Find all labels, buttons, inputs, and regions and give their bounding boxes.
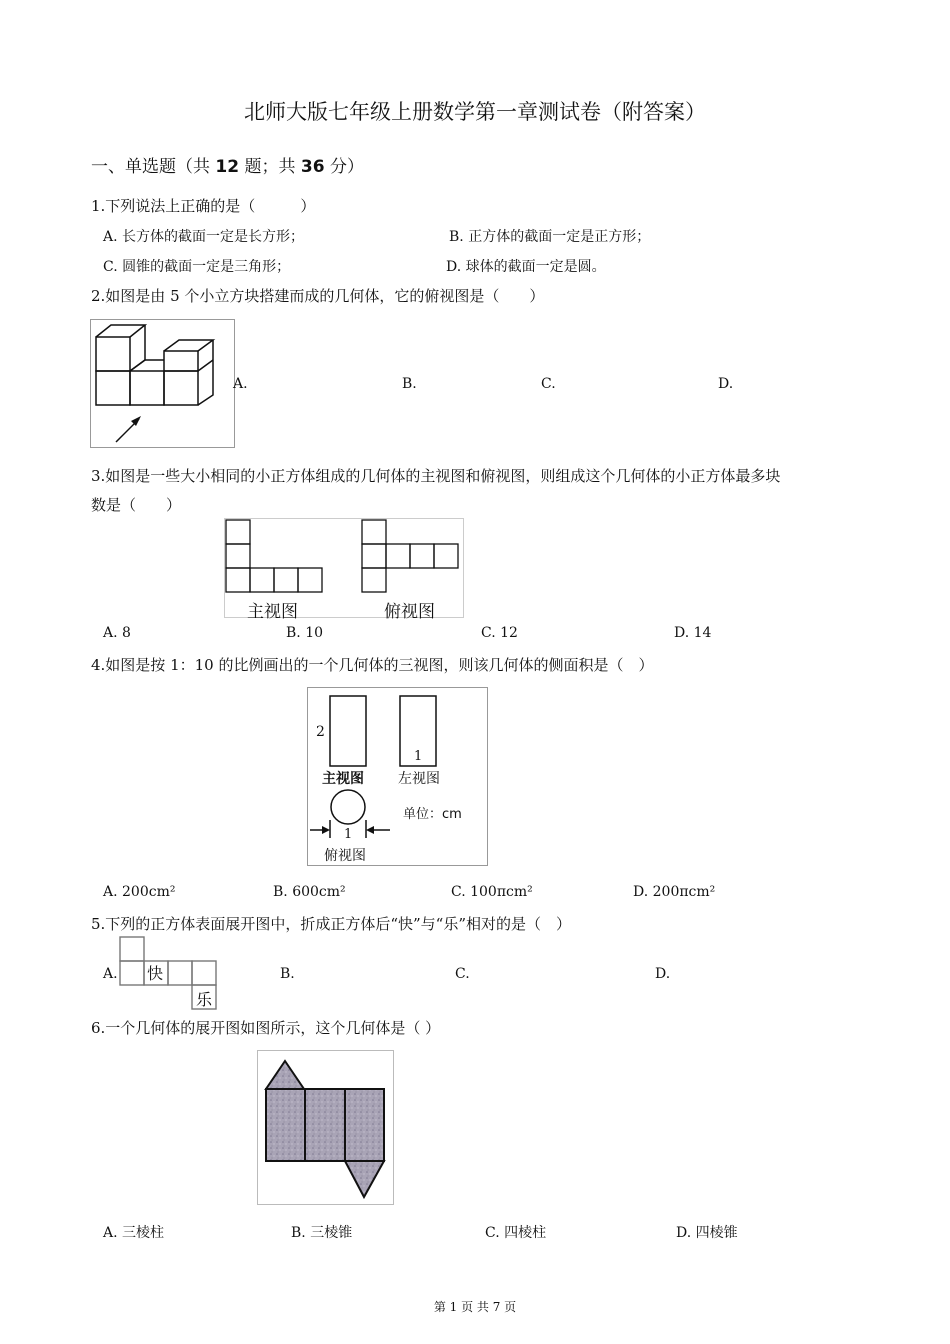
q1-option-a[interactable]: A. 长方体的截面一定是长方形； [103, 229, 305, 245]
page-title: 北师大版七年级上册数学第一章测试卷（附答案） [244, 100, 706, 124]
q4-height-label: 2 [316, 724, 325, 740]
q6-option-b[interactable]: B. 三棱锥 [291, 1225, 353, 1241]
q1-option-b[interactable]: B. 正方体的截面一定是正方形； [449, 229, 651, 245]
q3-option-d[interactable]: D. 14 [674, 625, 712, 641]
q4-top-view-label: 俯视图 [324, 848, 366, 864]
question-2-text: 2.如图是由 5 个小立方块搭建而成的几何体，它的俯视图是（ ） [91, 287, 545, 305]
q3-option-b[interactable]: B. 10 [286, 625, 324, 641]
q5-option-a[interactable]: A. [103, 966, 118, 982]
q4-width-label: 1 [414, 749, 423, 764]
q2-option-b[interactable]: B. [402, 376, 417, 392]
q3-front-view-label: 主视图 [247, 602, 298, 622]
question-5-text: 5.下列的正方体表面展开图中，折成正方体后“快”与“乐”相对的是（ ） [91, 915, 571, 933]
q2-option-d[interactable]: D. [718, 376, 734, 392]
q5-char-le: 乐 [196, 990, 213, 1009]
section-heading: 一、单选题（共 12 题；共 36 分） [91, 157, 364, 177]
question-6-text: 6.一个几何体的展开图如图所示，这个几何体是（ ） [91, 1019, 441, 1037]
question-1-text: 1.下列说法上正确的是（ ） [91, 197, 316, 215]
q2-option-a[interactable]: A. [233, 376, 248, 392]
q6-option-c[interactable]: C. 四棱柱 [485, 1225, 547, 1241]
q4-option-b[interactable]: B. 600cm² [273, 884, 346, 900]
page-footer: 第 1 页 共 7 页 [433, 1300, 517, 1314]
q4-option-a[interactable]: A. 200cm² [103, 884, 176, 900]
question-4-text: 4.如图是按 1：10 的比例画出的一个几何体的三视图，则该几何体的侧面积是（ ） [91, 656, 654, 674]
q6-option-a[interactable]: A. 三棱柱 [103, 1225, 165, 1241]
q4-option-d[interactable]: D. 200πcm² [633, 884, 716, 900]
q1-option-c[interactable]: C. 圆锥的截面一定是三角形； [103, 259, 291, 275]
q6-option-d[interactable]: D. 四棱锥 [676, 1225, 738, 1241]
q4-front-view-label: 主视图 [322, 771, 364, 787]
q5-option-c[interactable]: C. [455, 966, 470, 982]
q3-option-c[interactable]: C. 12 [481, 625, 518, 641]
q4-diameter-label: 1 [344, 827, 353, 842]
q4-left-view-label: 左视图 [398, 771, 440, 787]
q3-option-a[interactable]: A. 8 [103, 625, 131, 641]
q4-three-views-figure [307, 687, 488, 866]
q5-option-d[interactable]: D. [655, 966, 671, 982]
q1-option-d[interactable]: D. 球体的截面一定是圆。 [446, 259, 606, 275]
question-count: 12 [215, 157, 240, 177]
q5-net-figure [119, 936, 217, 1010]
q4-unit-label: 单位：cm [403, 807, 462, 822]
q3-top-view-label: 俯视图 [384, 602, 435, 622]
question-3-text-line2: 数是（ ） [91, 496, 182, 514]
q3-views-figure [224, 518, 464, 622]
q5-char-kuai: 快 [147, 964, 164, 983]
q5-option-b[interactable]: B. [280, 966, 295, 982]
q2-option-c[interactable]: C. [541, 376, 556, 392]
q2-cube-figure [90, 319, 235, 448]
question-3-text-line1: 3.如图是一些大小相同的小正方体组成的几何体的主视图和俯视图，则组成这个几何体的小正方体最多块 [91, 467, 781, 485]
q6-net-figure [257, 1050, 394, 1205]
total-score: 36 [300, 157, 325, 177]
q4-option-c[interactable]: C. 100πcm² [451, 884, 533, 900]
